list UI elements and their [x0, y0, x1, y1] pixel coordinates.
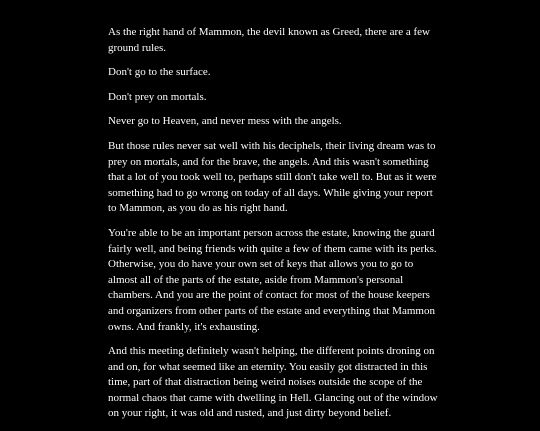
story-paragraph-5: But those rules never sat well with his deciphels, their living dream was to prey on mortals, and for the brave, the angels. And this wasn't something that a lot of you took well to, perhaps still don't take well to. But as it were something had to go wrong on today of all days. While giving your report to Mammon, as you do as his right hand.	[108, 139, 437, 215]
story-paragraph-6: You're able to be an important person across the estate, knowing the guard fairly well, and being friends with quite a few of them came with its perks. Otherwise, you do have your own set of keys that allows you to go to almost all of the parts of the estate, aside from Mammon's personal chambers. And you are the point of contact for most of the house keepers and organizers from other parts of the estate and everything that Mammon owns. And frankly, it's exhausting.	[108, 226, 437, 333]
story-paragraph-7: And this meeting definitely wasn't helping, the different points droning on and on, for what seemed like an eternity. You easily got distracted in this time, part of that distraction being weird noises outside the scope of the normal chaos that came with dwelling in Hell. Glancing out of the window on your right, it was old and rusted, and just dirty beyond belief.	[108, 345, 438, 420]
story-paragraph-3: Don't prey on mortals.	[108, 90, 207, 103]
story-text	[108, 25, 438, 431]
story-paragraph-4: Never go to Heaven, and never mess with the angels.	[108, 115, 342, 128]
story-paragraph-2: Don't go to the surface.	[108, 66, 211, 79]
story-paragraph-1: As the right hand of Mammon, the devil known as Greed, there are a few ground rules.	[108, 26, 430, 54]
